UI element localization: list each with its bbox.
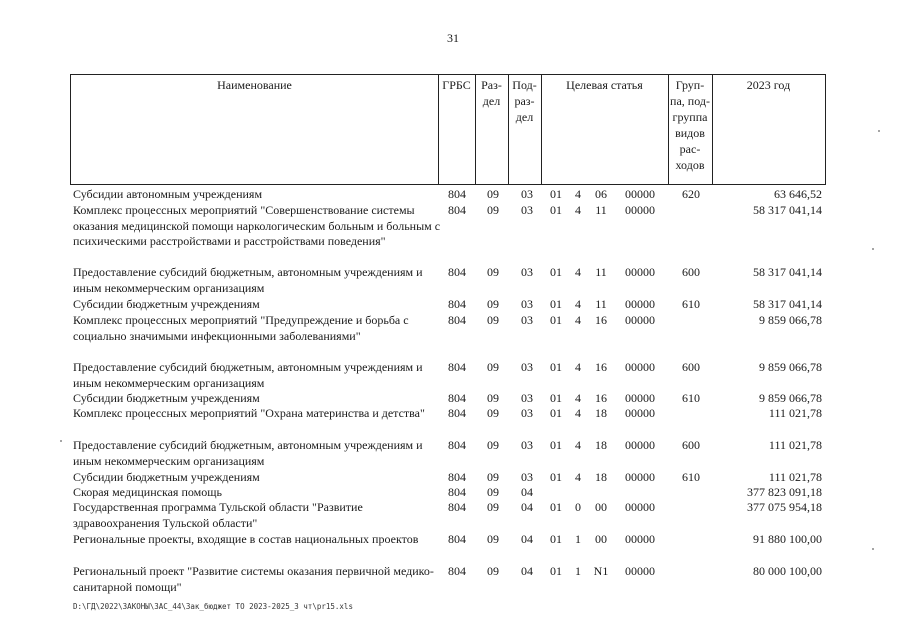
row-cs-type: 1 [575, 564, 581, 578]
header-razdel-2: дел [482, 94, 501, 108]
row-razdel: 09 [487, 500, 499, 514]
header-year-label: 2023 год [746, 78, 791, 92]
row-name: Субсидии бюджетным учреждениям [73, 391, 260, 405]
row-name: Государственная программа Тульской области "Развитие здравоохранения Тульской области" [73, 500, 363, 530]
header-grbs-label: ГРБС [442, 78, 471, 92]
row-cs-direction: 00000 [625, 500, 655, 514]
row-razdel: 09 [487, 564, 499, 578]
row-cs-direction: 00000 [625, 203, 655, 217]
row-vid: 620 [682, 187, 700, 201]
row-grbs: 804 [448, 532, 466, 546]
row-amount: 91 880 100,00 [753, 532, 822, 546]
row-name: Предоставление субсидий бюджетным, автономным учреждениям и иным некоммерческим организациям [73, 265, 423, 295]
row-cs-direction: 00000 [625, 391, 655, 405]
row-vid: 600 [682, 265, 700, 279]
row-amount: 58 317 041,14 [753, 297, 822, 311]
header-podrazdel-2: раз- [514, 94, 535, 108]
row-amount: 111 021,78 [768, 470, 822, 484]
row-cs-type: 4 [575, 391, 581, 405]
header-vid-6: ходов [675, 158, 705, 172]
row-grbs: 804 [448, 297, 466, 311]
row-cs-type: 0 [575, 500, 581, 514]
footer-file-path: D:\ГД\2022\ЗАКОНЫ\ЗАС_44\Зак_бюджет ТО 2023-2025_3 чт\pr15.xls [73, 602, 353, 611]
row-grbs: 804 [448, 438, 466, 452]
row-cs-type: 4 [575, 470, 581, 484]
row-cs-type: 4 [575, 406, 581, 420]
row-cs-program: 01 [550, 297, 562, 311]
row-podrazdel: 03 [521, 391, 533, 405]
row-cs-direction: 00000 [625, 532, 655, 546]
row-cs-type: 4 [575, 187, 581, 201]
row-grbs: 804 [448, 391, 466, 405]
row-cs-element: 06 [595, 187, 607, 201]
row-grbs: 804 [448, 313, 466, 327]
row-grbs: 804 [448, 485, 466, 499]
row-razdel: 09 [487, 313, 499, 327]
row-name: Региональный проект "Развитие системы оказания первичной медико-санитарной помощи" [73, 564, 434, 594]
row-razdel: 09 [487, 470, 499, 484]
row-cs-direction: 00000 [625, 360, 655, 374]
row-podrazdel: 03 [521, 265, 533, 279]
header-celevaya [541, 74, 669, 185]
row-vid: 610 [682, 391, 700, 405]
header-podrazdel [508, 74, 542, 185]
row-razdel: 09 [487, 532, 499, 546]
row-vid: 600 [682, 438, 700, 452]
row-cs-element: 18 [595, 470, 607, 484]
row-cs-element: 11 [595, 297, 607, 311]
row-amount: 377 823 091,18 [747, 485, 822, 499]
row-cs-direction: 00000 [625, 438, 655, 452]
row-amount: 9 859 066,78 [759, 360, 822, 374]
row-cs-direction: 00000 [625, 297, 655, 311]
row-cs-element: 18 [595, 438, 607, 452]
row-podrazdel: 03 [521, 297, 533, 311]
row-cs-direction: 00000 [625, 265, 655, 279]
header-vid-4: видов [675, 126, 705, 140]
row-name: Комплекс процессных мероприятий "Совершенствование системы оказания медицинской помощи наркологическим больным и больным с психическими расстройствами и расстройствами поведения" [73, 203, 441, 248]
row-amount: 63 646,52 [774, 187, 822, 201]
row-cs-program: 01 [550, 187, 562, 201]
row-amount: 58 317 041,14 [753, 265, 822, 279]
scan-speck [60, 440, 62, 442]
row-name: Комплекс процессных мероприятий "Предупреждение и борьба с социально значимыми инфекционными заболеваниями" [73, 313, 409, 343]
header-year [712, 74, 826, 185]
header-grbs [438, 74, 476, 185]
row-razdel: 09 [487, 438, 499, 452]
row-grbs: 804 [448, 265, 466, 279]
header-name-label: Наименование [217, 78, 292, 92]
row-cs-program: 01 [550, 265, 562, 279]
row-razdel: 09 [487, 485, 499, 499]
header-vid-3: группа [672, 110, 708, 124]
row-cs-type: 4 [575, 203, 581, 217]
row-vid: 610 [682, 297, 700, 311]
row-amount: 9 859 066,78 [759, 313, 822, 327]
row-razdel: 09 [487, 265, 499, 279]
row-cs-direction: 00000 [625, 470, 655, 484]
row-razdel: 09 [487, 187, 499, 201]
row-name: Субсидии автономным учреждениям [73, 187, 263, 201]
row-vid: 600 [682, 360, 700, 374]
row-podrazdel: 04 [521, 564, 533, 578]
row-cs-program: 01 [550, 313, 562, 327]
row-grbs: 804 [448, 406, 466, 420]
row-cs-program: 01 [550, 406, 562, 420]
row-cs-element: 11 [595, 203, 607, 217]
row-cs-type: 4 [575, 297, 581, 311]
row-grbs: 804 [448, 203, 466, 217]
row-cs-program: 01 [550, 391, 562, 405]
row-amount: 58 317 041,14 [753, 203, 822, 217]
row-podrazdel: 03 [521, 313, 533, 327]
header-podrazdel-1: Под- [512, 78, 537, 92]
row-grbs: 804 [448, 470, 466, 484]
scan-speck [872, 548, 874, 550]
header-celevaya-label: Целевая статья [566, 78, 643, 92]
header-vid [668, 74, 713, 185]
row-razdel: 09 [487, 391, 499, 405]
row-name: Региональные проекты, входящие в состав национальных проектов [73, 532, 419, 546]
row-name: Предоставление субсидий бюджетным, автономным учреждениям и иным некоммерческим организациям [73, 360, 423, 390]
row-cs-program: 01 [550, 203, 562, 217]
row-cs-program: 01 [550, 532, 562, 546]
row-podrazdel: 03 [521, 470, 533, 484]
row-name: Скорая медицинская помощь [73, 485, 222, 499]
row-cs-type: 4 [575, 438, 581, 452]
header-vid-1: Груп- [675, 78, 705, 92]
row-cs-type: 4 [575, 313, 581, 327]
row-cs-type: 4 [575, 360, 581, 374]
row-cs-element: 16 [595, 391, 607, 405]
row-cs-direction: 00000 [625, 187, 655, 201]
row-cs-element: 18 [595, 406, 607, 420]
row-cs-program: 01 [550, 564, 562, 578]
row-podrazdel: 03 [521, 406, 533, 420]
row-podrazdel: 03 [521, 187, 533, 201]
row-amount: 377 075 954,18 [747, 500, 822, 514]
row-razdel: 09 [487, 297, 499, 311]
row-podrazdel: 03 [521, 438, 533, 452]
page-number: 31 [447, 31, 459, 45]
row-cs-element: 00 [595, 532, 607, 546]
header-name [70, 74, 439, 185]
row-cs-type: 4 [575, 265, 581, 279]
header-razdel [475, 74, 509, 185]
row-grbs: 804 [448, 500, 466, 514]
row-cs-type: 1 [575, 532, 581, 546]
header-vid-2: па, под- [670, 94, 710, 108]
row-cs-direction: 00000 [625, 564, 655, 578]
row-cs-program: 01 [550, 360, 562, 374]
row-name: Предоставление субсидий бюджетным, автономным учреждениям и иным некоммерческим организациям [73, 438, 423, 468]
row-grbs: 804 [448, 360, 466, 374]
row-name: Комплекс процессных мероприятий "Охрана материнства и детства" [73, 406, 425, 420]
row-grbs: 804 [448, 187, 466, 201]
row-podrazdel: 04 [521, 500, 533, 514]
row-grbs: 804 [448, 564, 466, 578]
row-cs-element: 16 [595, 313, 607, 327]
scan-speck [878, 130, 880, 132]
row-razdel: 09 [487, 406, 499, 420]
row-amount: 80 000 100,00 [753, 564, 822, 578]
row-cs-program: 01 [550, 500, 562, 514]
row-cs-direction: 00000 [625, 406, 655, 420]
row-cs-element: 11 [595, 265, 607, 279]
row-amount: 111 021,78 [768, 438, 822, 452]
row-cs-element: N1 [593, 564, 609, 578]
row-razdel: 09 [487, 203, 499, 217]
row-name: Субсидии бюджетным учреждениям [73, 297, 260, 311]
row-podrazdel: 03 [521, 203, 533, 217]
scan-speck [872, 248, 874, 250]
row-name: Субсидии бюджетным учреждениям [73, 470, 260, 484]
row-podrazdel: 04 [521, 532, 533, 546]
row-vid: 610 [682, 470, 700, 484]
row-cs-element: 16 [595, 360, 607, 374]
header-vid-5: рас- [679, 142, 701, 156]
row-amount: 111 021,78 [768, 406, 822, 420]
row-cs-program: 01 [550, 438, 562, 452]
row-cs-element: 00 [595, 500, 607, 514]
row-podrazdel: 03 [521, 360, 533, 374]
header-razdel-1: Раз- [481, 78, 502, 92]
row-cs-direction: 00000 [625, 313, 655, 327]
row-podrazdel: 04 [521, 485, 533, 499]
row-razdel: 09 [487, 360, 499, 374]
header-podrazdel-3: дел [515, 110, 534, 124]
row-cs-program: 01 [550, 470, 562, 484]
row-amount: 9 859 066,78 [759, 391, 822, 405]
